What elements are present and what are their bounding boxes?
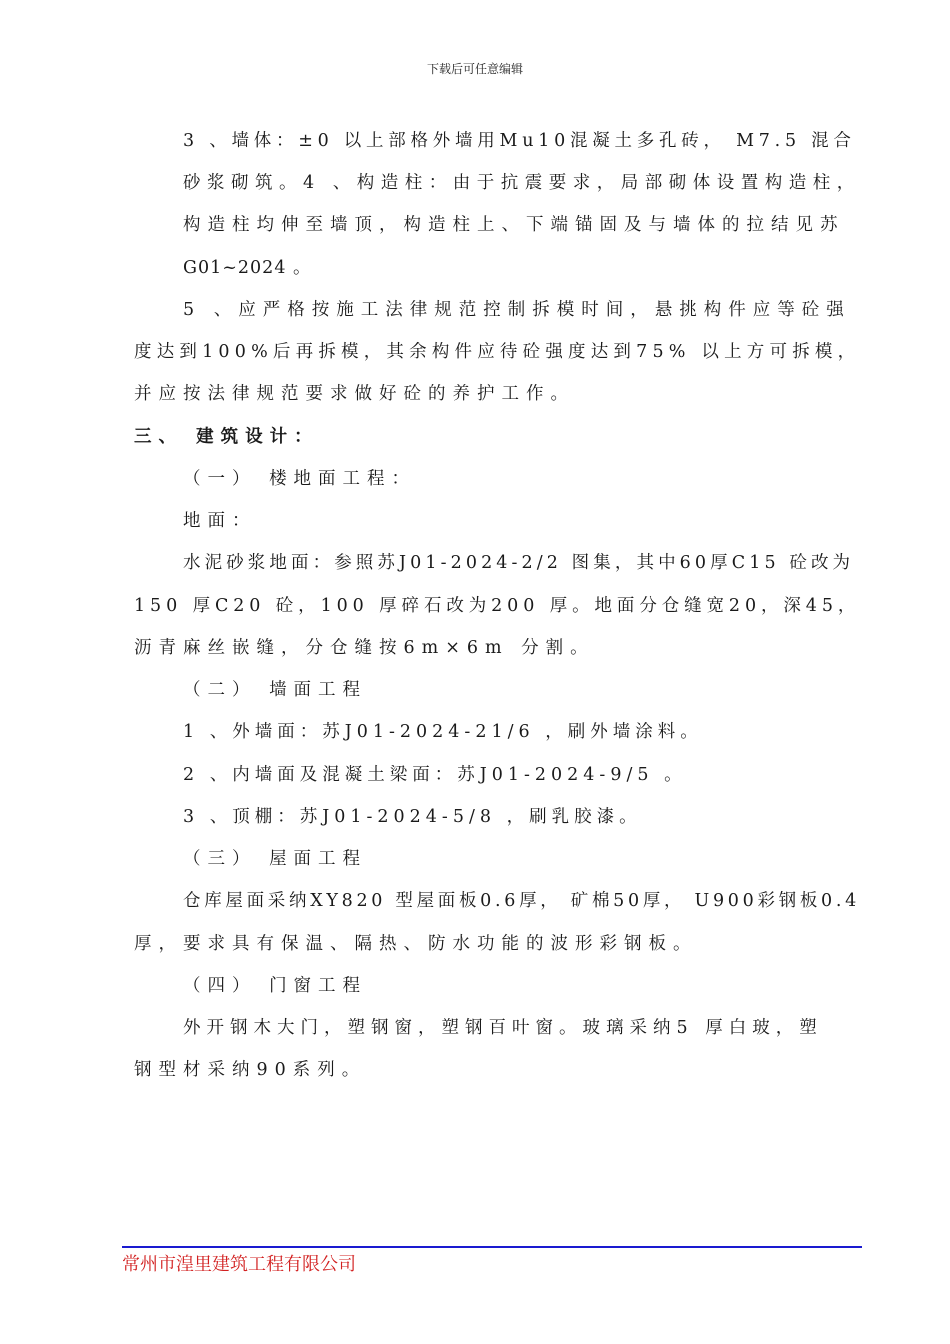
footer-company-name: 常州市湟里建筑工程有限公司 — [122, 1254, 356, 1275]
floor-line-1: 水泥砂浆地面：参照苏J01-2024-2/2 图集，其中60厚C15 砼改为 — [183, 553, 855, 573]
wall-spec-line-3: 构造柱均伸至墙顶，构造柱上、下端锚固及与墙体的拉结见苏 — [183, 215, 845, 235]
footer-divider — [122, 1246, 862, 1248]
subheading-doors-windows: （四） 门窗工程 — [183, 976, 368, 996]
page-header: 下载后可任意编辑 — [426, 62, 523, 76]
wall-spec-line-1: 3 、墙体：±0 以上部格外墙用Mu10混凝土多孔砖， M7.5 混合 — [183, 131, 856, 151]
wall-line-2: 2 、内墙面及混凝土梁面：苏J01-2024-9/5 。 — [183, 765, 687, 785]
floor-line-3: 沥青麻丝嵌缝，分仓缝按6m×6m 分割。 — [134, 638, 595, 658]
roof-line-1: 仓库屋面采纳XY820 型屋面板0.6厚， 矿棉50厚， U900彩钢板0.4 — [183, 891, 860, 911]
wall-spec-line-2: 砂浆砌筑。4 、构造柱：由于抗震要求，局部砌体设置构造柱， — [183, 173, 861, 193]
formwork-line-2: 度达到100%后再拆模，其余构件应待砼强度达到75% 以上方可拆模， — [134, 342, 861, 362]
floor-line-2: 150 厚C20 砼，100 厚碎石改为200 厚。地面分仓缝宽20，深45， — [134, 596, 861, 616]
section-heading-architecture: 三、 建筑设计： — [134, 427, 319, 447]
floor-label: 地面： — [183, 511, 257, 531]
wall-line-1: 1 、外墙面：苏J01-2024-21/6 ，刷外墙涂料。 — [183, 722, 703, 742]
wall-line-3: 3 、顶棚：苏J01-2024-5/8 ，刷乳胶漆。 — [183, 807, 642, 827]
subheading-roof: （三） 屋面工程 — [183, 849, 368, 869]
roof-line-2: 厚，要求具有保温、隔热、防水功能的波形彩钢板。 — [134, 934, 698, 954]
formwork-line-3: 并应按法律规范要求做好砼的养护工作。 — [134, 384, 575, 404]
doors-windows-line-1: 外开钢木大门，塑钢窗，塑钢百叶窗。玻璃采纳5 厚白玻，塑 — [183, 1018, 823, 1038]
subheading-floor: （一） 楼地面工程： — [183, 469, 417, 489]
formwork-line-1: 5 、应严格按施工法律规范控制拆模时间，悬挑构件应等砼强 — [183, 300, 851, 320]
doors-windows-line-2: 钢型材采纳90系列。 — [134, 1060, 367, 1080]
subheading-wall: （二） 墙面工程 — [183, 680, 368, 700]
wall-spec-line-4: G01~2024 。 — [183, 258, 312, 278]
